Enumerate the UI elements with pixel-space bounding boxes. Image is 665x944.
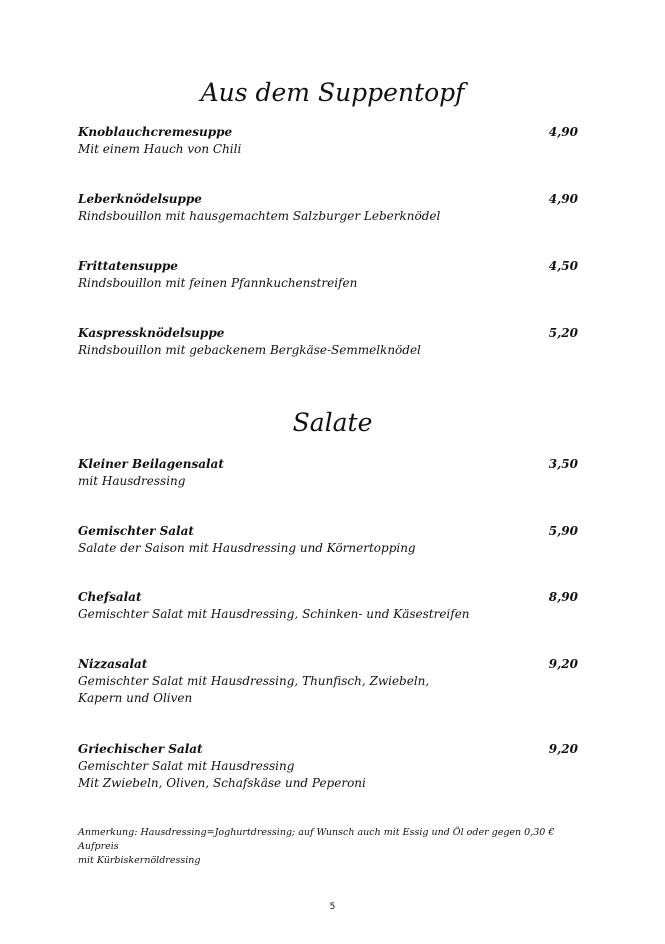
item-name: Chefsalat — [78, 590, 142, 604]
item-price: 9,20 — [548, 742, 578, 756]
item-description: Gemischter Salat mit Hausdressing, Thunfisch, Zwiebeln, — [78, 674, 430, 688]
menu-item-gemischter-salat — [78, 523, 578, 557]
item-description: Kapern und Oliven — [78, 691, 193, 705]
item-name: Kaspressknödelsuppe — [78, 326, 225, 340]
item-description: Gemischter Salat mit Hausdressing — [78, 759, 295, 773]
menu-item-leberknoedelsuppe — [78, 191, 578, 225]
item-name: Frittatensuppe — [78, 259, 178, 273]
menu-item-nizzasalat — [78, 656, 578, 707]
menu-item-frittatensuppe — [78, 258, 578, 292]
note-line: mit Kürbiskernöldressing — [78, 855, 201, 866]
item-price: 4,90 — [548, 125, 578, 139]
item-description: Mit Zwiebeln, Oliven, Schafskäse und Peperoni — [78, 776, 366, 790]
menu-item-griechischer-salat — [78, 741, 578, 792]
item-price: 3,50 — [548, 457, 578, 471]
item-price: 9,20 — [548, 657, 578, 671]
item-name: Nizzasalat — [78, 657, 148, 671]
item-description: Mit einem Hauch von Chili — [78, 142, 242, 156]
menu-item-chefsalat — [78, 589, 578, 623]
item-price: 8,90 — [548, 590, 578, 604]
item-description: Gemischter Salat mit Hausdressing, Schinken- und Käsestreifen — [78, 607, 470, 621]
dressing-note — [78, 826, 598, 868]
item-name: Gemischter Salat — [78, 524, 194, 538]
item-name: Griechischer Salat — [78, 742, 203, 756]
item-price: 5,90 — [548, 524, 578, 538]
item-name: Leberknödelsuppe — [78, 192, 202, 206]
item-description: Rindsbouillon mit feinen Pfannkuchenstreifen — [78, 276, 358, 290]
menu-item-kaspressknoedelsuppe — [78, 325, 578, 359]
page-number: 5 — [329, 902, 336, 912]
item-name: Kleiner Beilagensalat — [78, 457, 224, 471]
item-name: Knoblauchcremesuppe — [78, 125, 233, 139]
menu-item-knoblauchcremesuppe — [78, 124, 578, 158]
item-description: Salate der Saison mit Hausdressing und Körnertopping — [78, 541, 416, 555]
item-description: Rindsbouillon mit gebackenem Bergkäse-Semmelknödel — [78, 343, 421, 357]
menu-item-kleiner-beilagensalat — [78, 456, 578, 490]
item-price: 5,20 — [548, 326, 578, 340]
section-title-salads: Salate — [292, 408, 373, 437]
item-price: 4,90 — [548, 192, 578, 206]
item-description: mit Hausdressing — [78, 474, 186, 488]
section-title-soups: Aus dem Suppentopf — [200, 78, 465, 107]
item-description: Rindsbouillon mit hausgemachtem Salzburger Leberknödel — [78, 209, 441, 223]
item-price: 4,50 — [548, 259, 578, 273]
note-line: Anmerkung: Hausdressing=Joghurtdressing; auf Wunsch auch mit Essig und Öl oder gegen 0,30 € Aufpreis — [78, 827, 555, 852]
